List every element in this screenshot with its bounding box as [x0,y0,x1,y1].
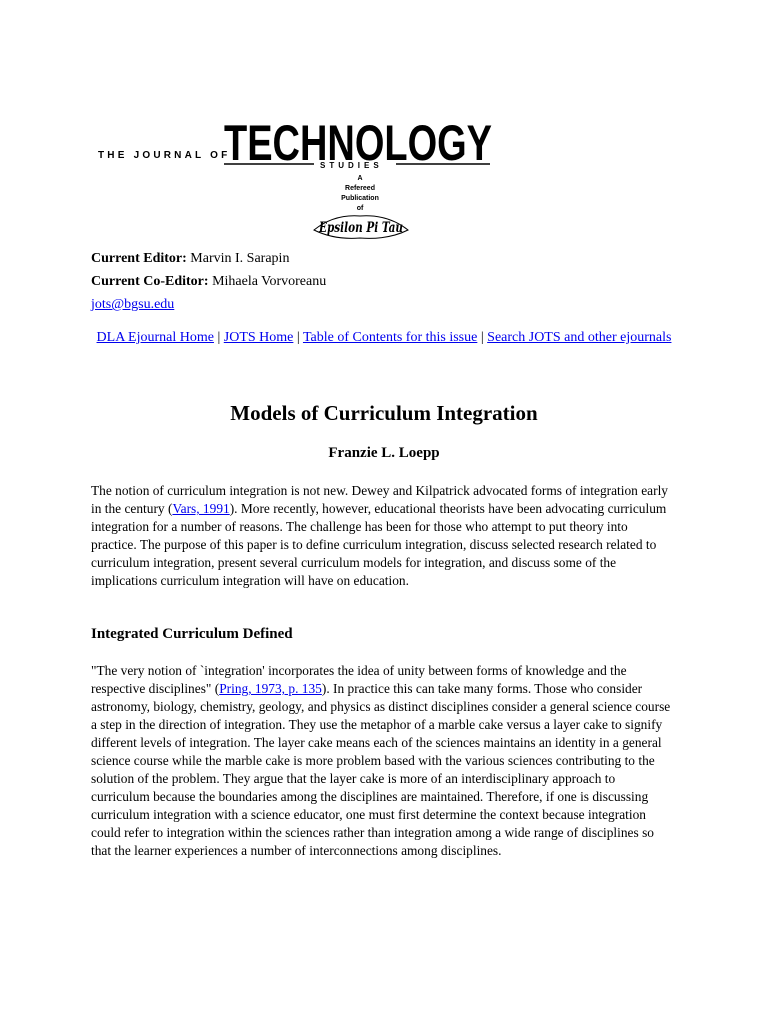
editor-line [91,247,326,270]
nav-separator: | [480,330,484,345]
masthead-title: TECHNOLOGY [224,115,492,171]
epsilon-pi-tau-seal [314,216,408,239]
intro-paragraph [91,482,674,590]
definition-text-start: "The very notion of `integration' incorporates the idea of unity between forms of knowledge and the respective disciplines" ( [91,663,627,696]
nav-search-jots[interactable]: Search JOTS and other ejournals [487,330,672,345]
journal-masthead-logo [96,112,496,247]
intro-text-end: ). More recently, however, educational theorists have been advocating curriculum integration for a number of reasons. The challenge has been for those who attempt to put theory into practice. The purpose of this paper is to define curriculum integration, discuss selected research related to curriculum integration, present several curriculum models for integration, and discuss some of the implications curriculum integration will have on education. [91,501,667,588]
masthead-subtitle: STUDIES [320,161,383,170]
refereed-line: Publication [341,195,379,202]
refereed-publication-label [341,175,379,212]
citation-vars-1991-link[interactable]: Vars, 1991 [172,501,230,516]
intro-text-start: The notion of curriculum integration is not new. Dewey and Kilpatrick advocated forms of integration early in the century ( [91,483,668,516]
coeditor-name: Mihaela Vorvoreanu [212,274,327,289]
coeditor-line [91,270,326,293]
article-title: Models of Curriculum Integration [230,401,538,425]
masthead-prefix: THE JOURNAL OF [98,150,231,161]
nav-dla-ejournal-home[interactable]: DLA Ejournal Home [96,330,214,345]
refereed-line: A [357,175,363,182]
nav-table-of-contents[interactable]: Table of Contents for this issue [302,330,478,345]
refereed-line: of [356,205,364,212]
citation-pring-1973-link[interactable]: Pring, 1973, p. 135 [219,681,322,696]
seal-text: Epsilon Pi Tau [318,220,403,236]
article-author: Franzie L. Loepp [328,445,440,461]
definition-paragraph [91,662,674,860]
nav-separator: | [296,330,300,345]
refereed-line: Refereed [345,185,375,192]
section-heading: Integrated Curriculum Defined [91,626,293,642]
editor-info [91,247,326,316]
editor-name: Marvin I. Sarapin [190,251,290,266]
editor-label: Current Editor: [91,251,187,266]
editor-email-link[interactable]: jots@bgsu.edu [91,297,175,312]
journal-nav [91,329,677,347]
nav-jots-home[interactable]: JOTS Home [223,330,294,345]
nav-separator: | [217,330,221,345]
email-line [91,293,326,316]
definition-text-end: ). In practice this can take many forms. Those who consider astronomy, biology, chemistry, geology, and physics as distinct disciplines consider a general science course a step in the direction of integration. They use the metaphor of a marble cake versus a layer cake to signify different levels of integration. The layer cake means each of the sciences maintains an identity in a general science course while the marble cake is more problem based with the various sciences contributing to the solution of the problem. They argue that the layer cake is more of an interdisciplinary approach to curriculum because the boundaries among the disciplines are maintained. Therefore, if one is discussing curriculum integration with a science educator, one must first determine the context because integration could refer to integration within the sciences rather than integration among a wide range of disciplines so that the learner experiences a number of interconnections among disciplines. [91,681,671,858]
coeditor-label: Current Co-Editor: [91,274,209,289]
